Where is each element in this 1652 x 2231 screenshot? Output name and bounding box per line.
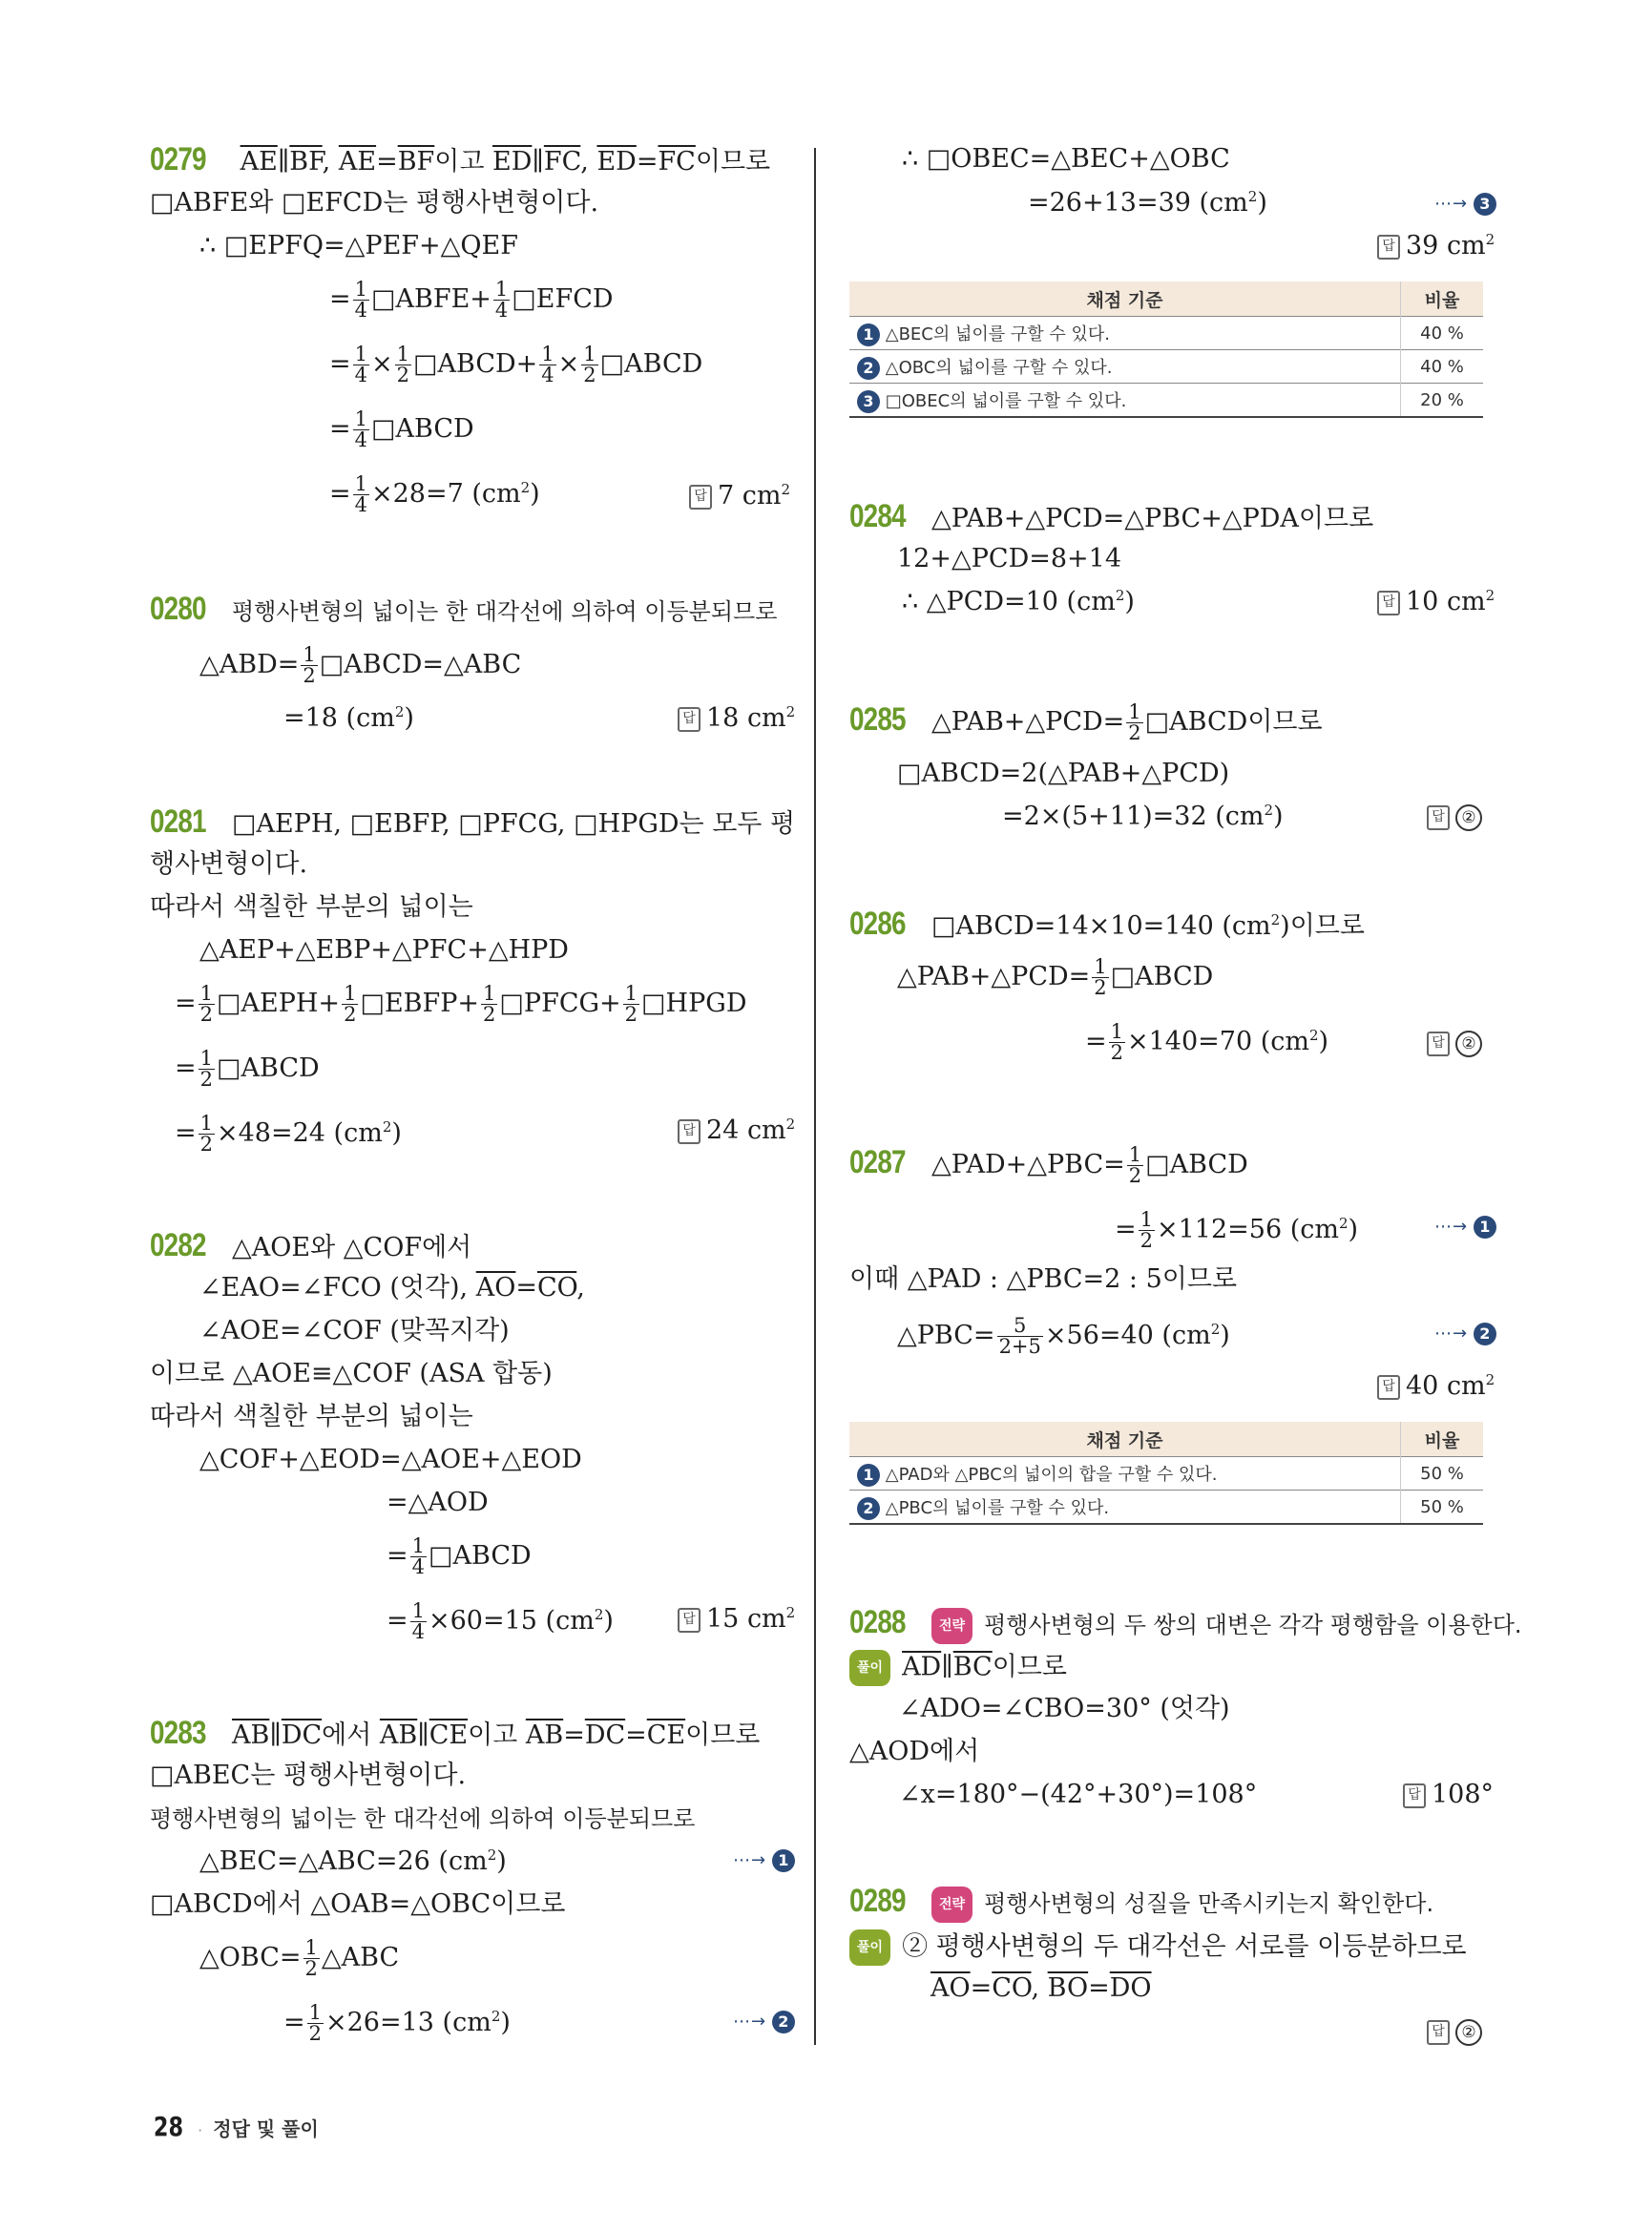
table-row: 1 △BEC의 넓이를 구할 수 있다. 40 % bbox=[849, 317, 1483, 350]
column-divider bbox=[814, 148, 816, 2045]
problem-number: 0280 bbox=[150, 591, 206, 627]
table-header: 비율 bbox=[1401, 281, 1484, 317]
math-line: ∴ △PCD=10 $(cm^2)$ bbox=[902, 587, 1135, 616]
answer-icon: 답 bbox=[678, 1608, 701, 1633]
answer-icon: 답 bbox=[1377, 235, 1400, 260]
math-line: 12+△PCD=8+14 bbox=[897, 544, 1121, 573]
text-line: 이므로 △AOE≡△COF (ASA 합동) bbox=[150, 1359, 553, 1388]
footer-label: 정답 및 풀이 bbox=[213, 2117, 319, 2140]
problem-number: 0283 bbox=[150, 1715, 206, 1751]
step-marker-2: ⋯→ 2 bbox=[1434, 1323, 1496, 1345]
table-header: 채점 기준 bbox=[849, 1422, 1401, 1457]
solution-tag: 풀이 bbox=[849, 1929, 890, 1966]
answer: 답 24 $cm^2$ bbox=[678, 1115, 795, 1147]
answer: 답 10 $cm^2$ bbox=[1377, 586, 1495, 618]
problem-number: 0279 bbox=[150, 141, 206, 177]
problem-0288-line1: 0288 전략 평행사변형의 두 쌍의 대변은 각각 평행함을 이용한다. bbox=[849, 1606, 1522, 1644]
math-line: = $\frac{1}{4}$ □ABFE+ $\frac{1}{4}$ □EFCD bbox=[329, 278, 614, 322]
problem-0285-line1: 0285 △PAB+△PCD= $\frac{1}{2}$ □ABCD이므로 bbox=[849, 700, 1323, 744]
answer-icon: 답 bbox=[1427, 1032, 1450, 1056]
answer-icon: 답 bbox=[678, 1119, 701, 1144]
answer: 답 18 $cm^2$ bbox=[678, 702, 795, 735]
problem-0286-line1: 0286 □ABCD=14×10=140 $(cm^2)$이므로 bbox=[849, 906, 1365, 942]
problem-number: 0282 bbox=[150, 1227, 206, 1263]
math-line: = $\frac{1}{4}$ ×28=7 $(cm^2)$ bbox=[329, 472, 540, 516]
problem-number: 0285 bbox=[849, 701, 906, 738]
math-line: ∴ □EPFQ=△PEF+△QEF bbox=[199, 231, 518, 261]
math-line: = $\frac{1}{4}$ ×60=15 $(cm^2)$ bbox=[387, 1599, 614, 1643]
solution-tag: 풀이 bbox=[849, 1650, 890, 1686]
answer: 답 40 $cm^2$ bbox=[1377, 1370, 1495, 1403]
answer-icon: 답 bbox=[1427, 2020, 1450, 2045]
answer: 답 ② bbox=[1427, 801, 1482, 833]
math-line: ∴ □OBEC=△BEC+△OBC bbox=[902, 144, 1230, 174]
problem-0281-line1: 0281 □AEPH, □EBFP, □PFCG, □HPGD는 모두 평 bbox=[150, 803, 796, 840]
text-line: 풀이 ② 평행사변형의 두 대각선은 서로를 이등분하므로 bbox=[849, 1929, 1467, 1966]
answer: 답 108° bbox=[1403, 1779, 1494, 1811]
math-line: △OBC= $\frac{1}{2}$ △ABC bbox=[199, 1936, 400, 1980]
answer: 답 7 $cm^2$ bbox=[689, 480, 790, 512]
table-row: 2 △OBC의 넓이를 구할 수 있다. 40 % bbox=[849, 350, 1483, 384]
step-marker-1: ⋯→ 1 bbox=[1434, 1216, 1496, 1239]
math-line: = $\frac{1}{2}$ □ABCD bbox=[175, 1047, 320, 1091]
table-header: 비율 bbox=[1401, 1422, 1484, 1457]
math-line: = $\frac{1}{4}$ □ABCD bbox=[329, 407, 474, 451]
page-number: 28 bbox=[153, 2111, 184, 2142]
problem-number: 0288 bbox=[849, 1604, 906, 1640]
answer: 답 15 $cm^2$ bbox=[678, 1603, 795, 1636]
text-line: 이때 △PAD : △PBC=2 : 5이므로 bbox=[849, 1264, 1238, 1294]
problem-0287-line1: 0287 △PAD+△PBC= $\frac{1}{2}$ □ABCD bbox=[849, 1143, 1248, 1187]
math-line: = $\frac{1}{2}$ □AEPH+ $\frac{1}{2}$ □EBFP+ $\frac{1}{2}$ □PFCG+ $\frac{1}{2}$ □HPGD bbox=[175, 982, 747, 1026]
problem-number: 0284 bbox=[849, 498, 906, 534]
problem-number: 0287 bbox=[849, 1144, 906, 1180]
text-line: 따라서 색칠한 부분의 넓이는 bbox=[150, 1402, 473, 1431]
math-line: ∠ADO=∠CBO=30° (엇각) bbox=[899, 1694, 1230, 1723]
answer-icon: 답 bbox=[689, 485, 712, 510]
problem-0282-line1: 0282 △AOE와 △COF에서 bbox=[150, 1227, 472, 1263]
math-line: = $\frac{1}{2}$ ×140=70 $(cm^2)$ bbox=[1085, 1020, 1329, 1064]
step-marker-1: ⋯→ 1 bbox=[733, 1849, 795, 1872]
problem-number: 0281 bbox=[150, 803, 206, 840]
text-line: □ABEC는 평행사변형이다. bbox=[150, 1761, 467, 1790]
answer: 답 ② bbox=[1427, 2015, 1482, 2048]
answer: 답 ② bbox=[1427, 1027, 1482, 1059]
strategy-tag: 전략 bbox=[931, 1608, 972, 1644]
step-marker-3: ⋯→ 3 bbox=[1434, 193, 1496, 216]
math-line: □ABCD=2(△PAB+△PCD) bbox=[897, 759, 1230, 788]
math-line: = $\frac{1}{2}$ ×48=24 $(cm^2)$ bbox=[175, 1112, 402, 1156]
text-line: 따라서 색칠한 부분의 넓이는 bbox=[150, 892, 473, 922]
math-line: 풀이 $\overline{AD}\parallel\overline{BC}$이므로 bbox=[849, 1650, 1067, 1686]
math-line: $\overline{AO}=\overline{CO}$, $\overline{BO}=\overline{DO}$ bbox=[931, 1973, 1152, 2003]
math-line: △AEP+△EBP+△PFC+△HPD bbox=[199, 935, 569, 965]
math-line: △BEC=△ABC=26 $(cm^2)$ bbox=[199, 1846, 507, 1876]
text-line: □ABFE와 □EFCD는 평행사변형이다. bbox=[150, 188, 599, 218]
math-line: △ABD= $\frac{1}{2}$ □ABCD=△ABC bbox=[199, 643, 522, 687]
page-footer: 28 · 정답 및 풀이 bbox=[153, 2111, 319, 2142]
answer-icon: 답 bbox=[1377, 1375, 1400, 1400]
math-line: △COF+△EOD=△AOE+△EOD bbox=[199, 1445, 582, 1474]
step-marker-2: ⋯→ 2 bbox=[733, 2011, 795, 2033]
answer-icon: 답 bbox=[1427, 805, 1450, 830]
math-line: △PBC= $\frac{5}{2+5}$ ×56=40 $(cm^2)$ bbox=[897, 1314, 1230, 1358]
text-line: □ABCD에서 △OAB=△OBC이므로 bbox=[150, 1889, 566, 1919]
math-line: =2×(5+11)=32 $(cm^2)$ bbox=[1002, 802, 1284, 831]
problem-0289-line1: 0289 전략 평행사변형의 성질을 만족시키는지 확인한다. bbox=[849, 1885, 1433, 1923]
strategy-tag: 전략 bbox=[931, 1887, 972, 1923]
math-line: ∠AOE=∠COF (맞꼭지각) bbox=[199, 1316, 510, 1345]
math-line: ∠EAO=∠FCO (엇각), $\overline{AO}=\overline{CO}$, bbox=[199, 1273, 585, 1303]
math-line: ∠x=180°−(42°+30°)=108° bbox=[899, 1780, 1258, 1809]
text-line: △AOD에서 bbox=[849, 1737, 980, 1766]
answer: 답 39 $cm^2$ bbox=[1377, 230, 1495, 262]
math-line: △PAB+△PCD= $\frac{1}{2}$ □ABCD bbox=[897, 955, 1214, 999]
math-line: = $\frac{1}{4}$ □ABCD bbox=[387, 1534, 532, 1578]
scoring-table-1 bbox=[849, 281, 1483, 418]
problem-0280-line1: 0280 평행사변형의 넓이는 한 대각선에 의하여 이등분되므로 bbox=[150, 591, 778, 627]
text-line: 평행사변형의 넓이는 한 대각선에 의하여 이등분되므로 bbox=[150, 1805, 696, 1832]
problem-0283-line1: 0283 $\overline{AB}\parallel\overline{DC}$에서 $\overline{AB}\parallel\overline{CE}$이고 $\overline{AB}=\overline{DC}=\overline{CE}$이므로 bbox=[150, 1715, 761, 1751]
math-line: =△AOD bbox=[387, 1488, 489, 1517]
table-row: 2 △PBC의 넓이를 구할 수 있다. 50 % bbox=[849, 1491, 1483, 1525]
math-line: =26+13=39 $(cm^2)$ bbox=[1028, 188, 1267, 218]
answer-icon: 답 bbox=[1403, 1783, 1426, 1808]
table-row: 3 □OBEC의 넓이를 구할 수 있다. 20 % bbox=[849, 384, 1483, 418]
math-line: = $\frac{1}{2}$ ×112=56 $(cm^2)$ bbox=[1115, 1208, 1359, 1252]
problem-0284-line1: 0284 △PAB+△PCD=△PBC+△PDA이므로 bbox=[849, 498, 1374, 534]
math-line: =18 $(cm^2)$ bbox=[283, 703, 414, 733]
problem-number: 0286 bbox=[849, 906, 906, 942]
text-line: 행사변형이다. bbox=[150, 849, 308, 879]
answer-icon: 답 bbox=[1377, 591, 1400, 615]
table-header: 채점 기준 bbox=[849, 281, 1401, 317]
math-line: = $\frac{1}{2}$ ×26=13 $(cm^2)$ bbox=[283, 2001, 511, 2045]
scoring-table-2 bbox=[849, 1422, 1483, 1525]
answer-icon: 답 bbox=[678, 707, 701, 732]
problem-0279-line1: 0279 $\overline{AE}\parallel\overline{BF}$, $\overline{AE}=\overline{BF}$이고 $\overline{ED}\parallel\overline{FC}$, $\overline{ED}=\overline{FC}$이므로 bbox=[150, 141, 771, 177]
math-line: = $\frac{1}{4}$ × $\frac{1}{2}$ □ABCD+ $\frac{1}{4}$ × $\frac{1}{2}$ □ABCD bbox=[329, 343, 703, 386]
table-row: 1 △PAD와 △PBC의 넓이의 합을 구할 수 있다. 50 % bbox=[849, 1457, 1483, 1491]
problem-number: 0289 bbox=[849, 1883, 906, 1919]
